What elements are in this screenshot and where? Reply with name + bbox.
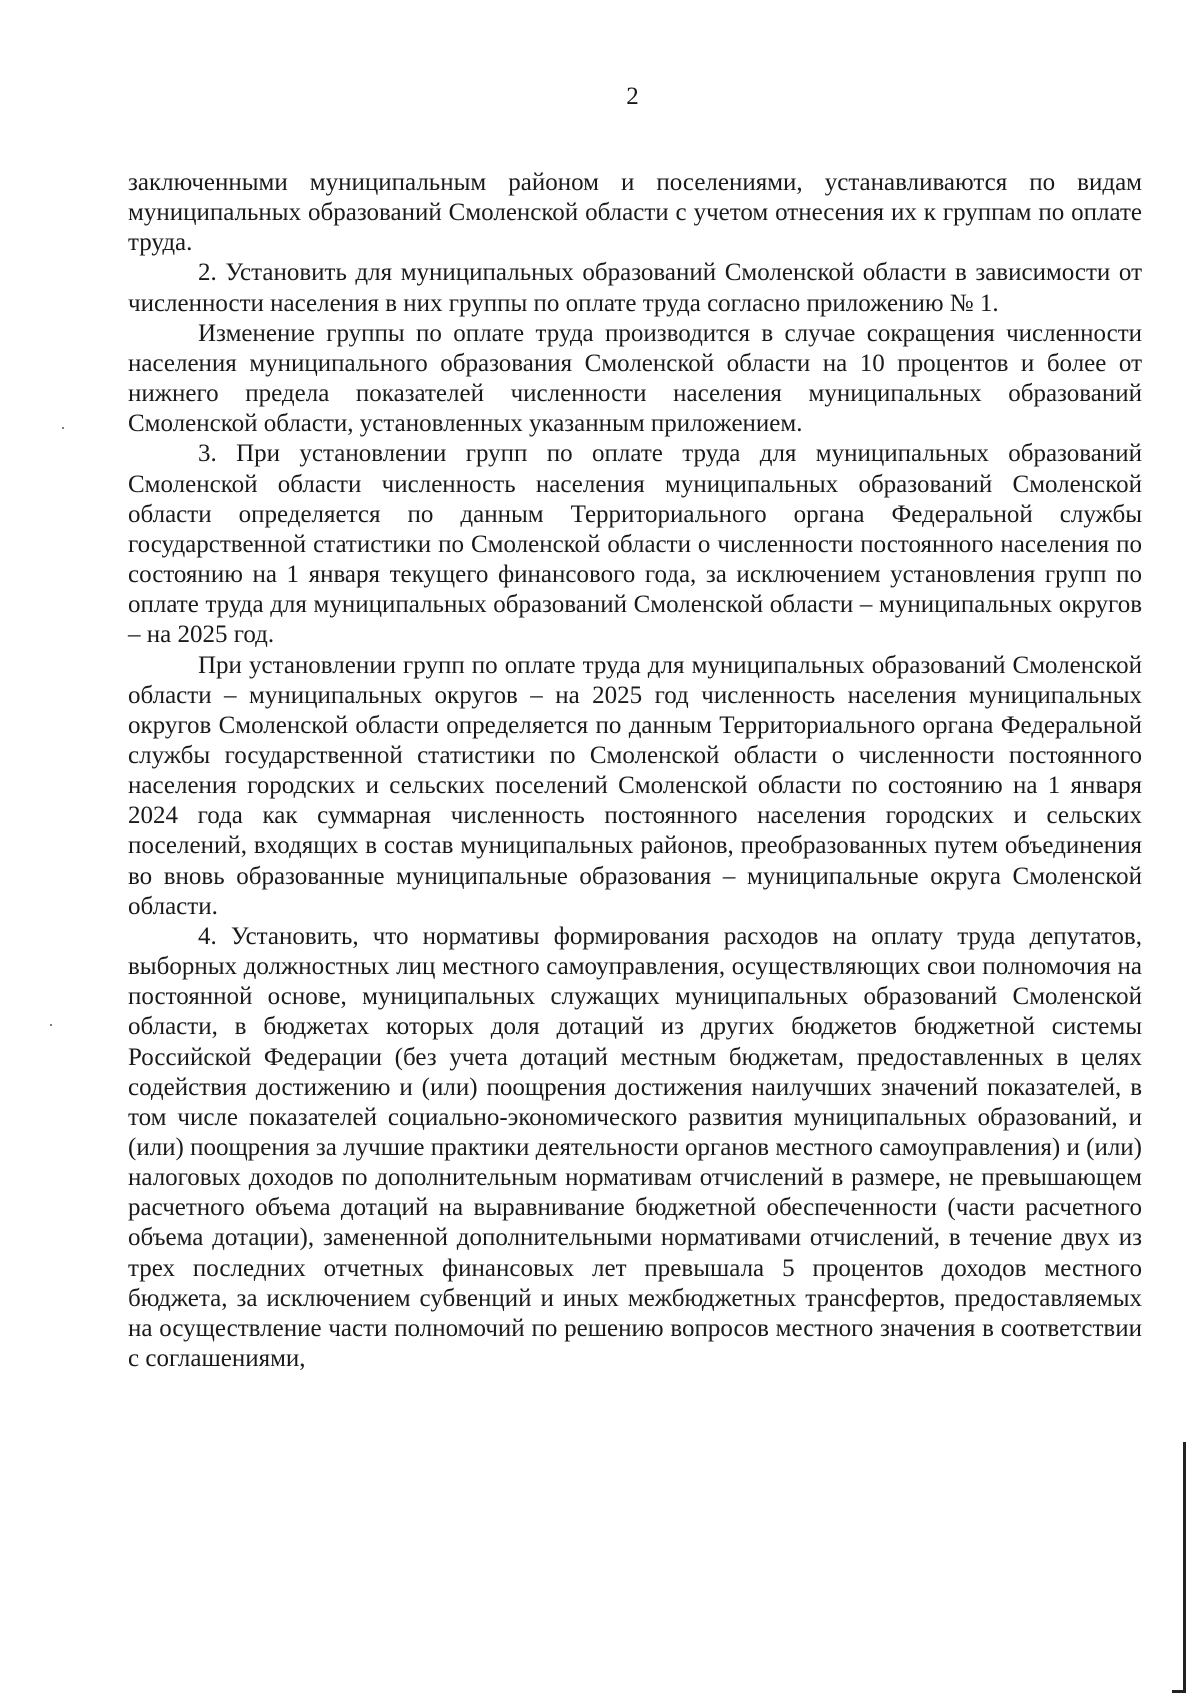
- document-body: [128, 168, 1142, 1374]
- scan-edge-line: [1183, 1442, 1186, 1692]
- paragraph-continuation: заключенными муниципальным районом и поселениями, устанавливаются по видам муниципальных образований Смоленской области с учетом отнесения их к группам по оплате труда.: [128, 169, 1142, 257]
- paragraph-municipal-districts-2025: При установлении групп по оплате труда для муниципальных образований Смоленской области – муниципальных округов – на 2025 год численность населения муниципальных округов Смоленской области определяется по данным Территориального органа Федеральной службы государственной статистики по Смоленской области о численности постоянного населения городских и сельских поселений Смоленской области по состоянию на 1 января 2024 года как суммарная численность постоянного населения городских и сельских поселений, входящих в состав муниципальных районов, преобразованных путем объединения во вновь образованные муниципальные образования – муниципальные округа Смоленской области.: [128, 651, 1142, 920]
- scan-speck: [62, 427, 64, 429]
- paragraph-group-change: Изменение группы по оплате труда производится в случае сокращения численности населения муниципального образования Смоленской области на 10 процентов и более от нижнего предела показателей численности населения муниципальных образований Смоленской области, установленных указанным приложением.: [128, 319, 1142, 438]
- paragraph-item-3: 3. При установлении групп по оплате труда для муниципальных образований Смоленской области численность населения муниципальных образований Смоленской области определяется по данным Территориального органа Федеральной службы государственной статистики по Смоленской области о численности постоянного населения по состоянию на 1 января текущего финансового года, за исключением установления групп по оплате труда для муниципальных образований Смоленской области – муниципальных округов – на 2025 год.: [128, 440, 1142, 649]
- paragraph-item-2: 2. Установить для муниципальных образований Смоленской области в зависимости от численности населения в них группы по оплате труда согласно приложению № 1.: [128, 259, 1142, 317]
- page-number: 2: [626, 83, 639, 110]
- scan-edge-line: [1172, 1690, 1186, 1693]
- paragraph-item-4: 4. Установить, что нормативы формирования расходов на оплату труда депутатов, выборных должностных лиц местного самоуправления, осуществляющих свои полномочия на постоянной основе, муниципальных служащих муниципальных образований Смоленской области, в бюджетах которых доля дотаций из других бюджетов бюджетной системы Российской Федерации (без учета дотаций местным бюджетам, предоставленных в целях содействия достижению и (или) поощрения достижения наилучших значений показателей, в том числе показателей социально-экономического развития муниципальных образований, и (или) поощрения за лучшие практики деятельности органов местного самоуправления) и (или) налоговых доходов по дополнительным нормативам отчислений в размере, не превышающем расчетного объема дотаций на выравнивание бюджетной обеспеченности (части расчетного объема дотации), замененной дополнительными нормативами отчислений, в течение двух из трех последних отчетных финансовых лет превышала 5 процентов доходов местного бюджета, за исключением субвенций и иных межбюджетных трансфертов, предоставляемых на осуществление части полномочий по решению вопросов местного значения в соответствии с соглашениями,: [128, 922, 1142, 1373]
- scan-speck: [50, 1024, 52, 1026]
